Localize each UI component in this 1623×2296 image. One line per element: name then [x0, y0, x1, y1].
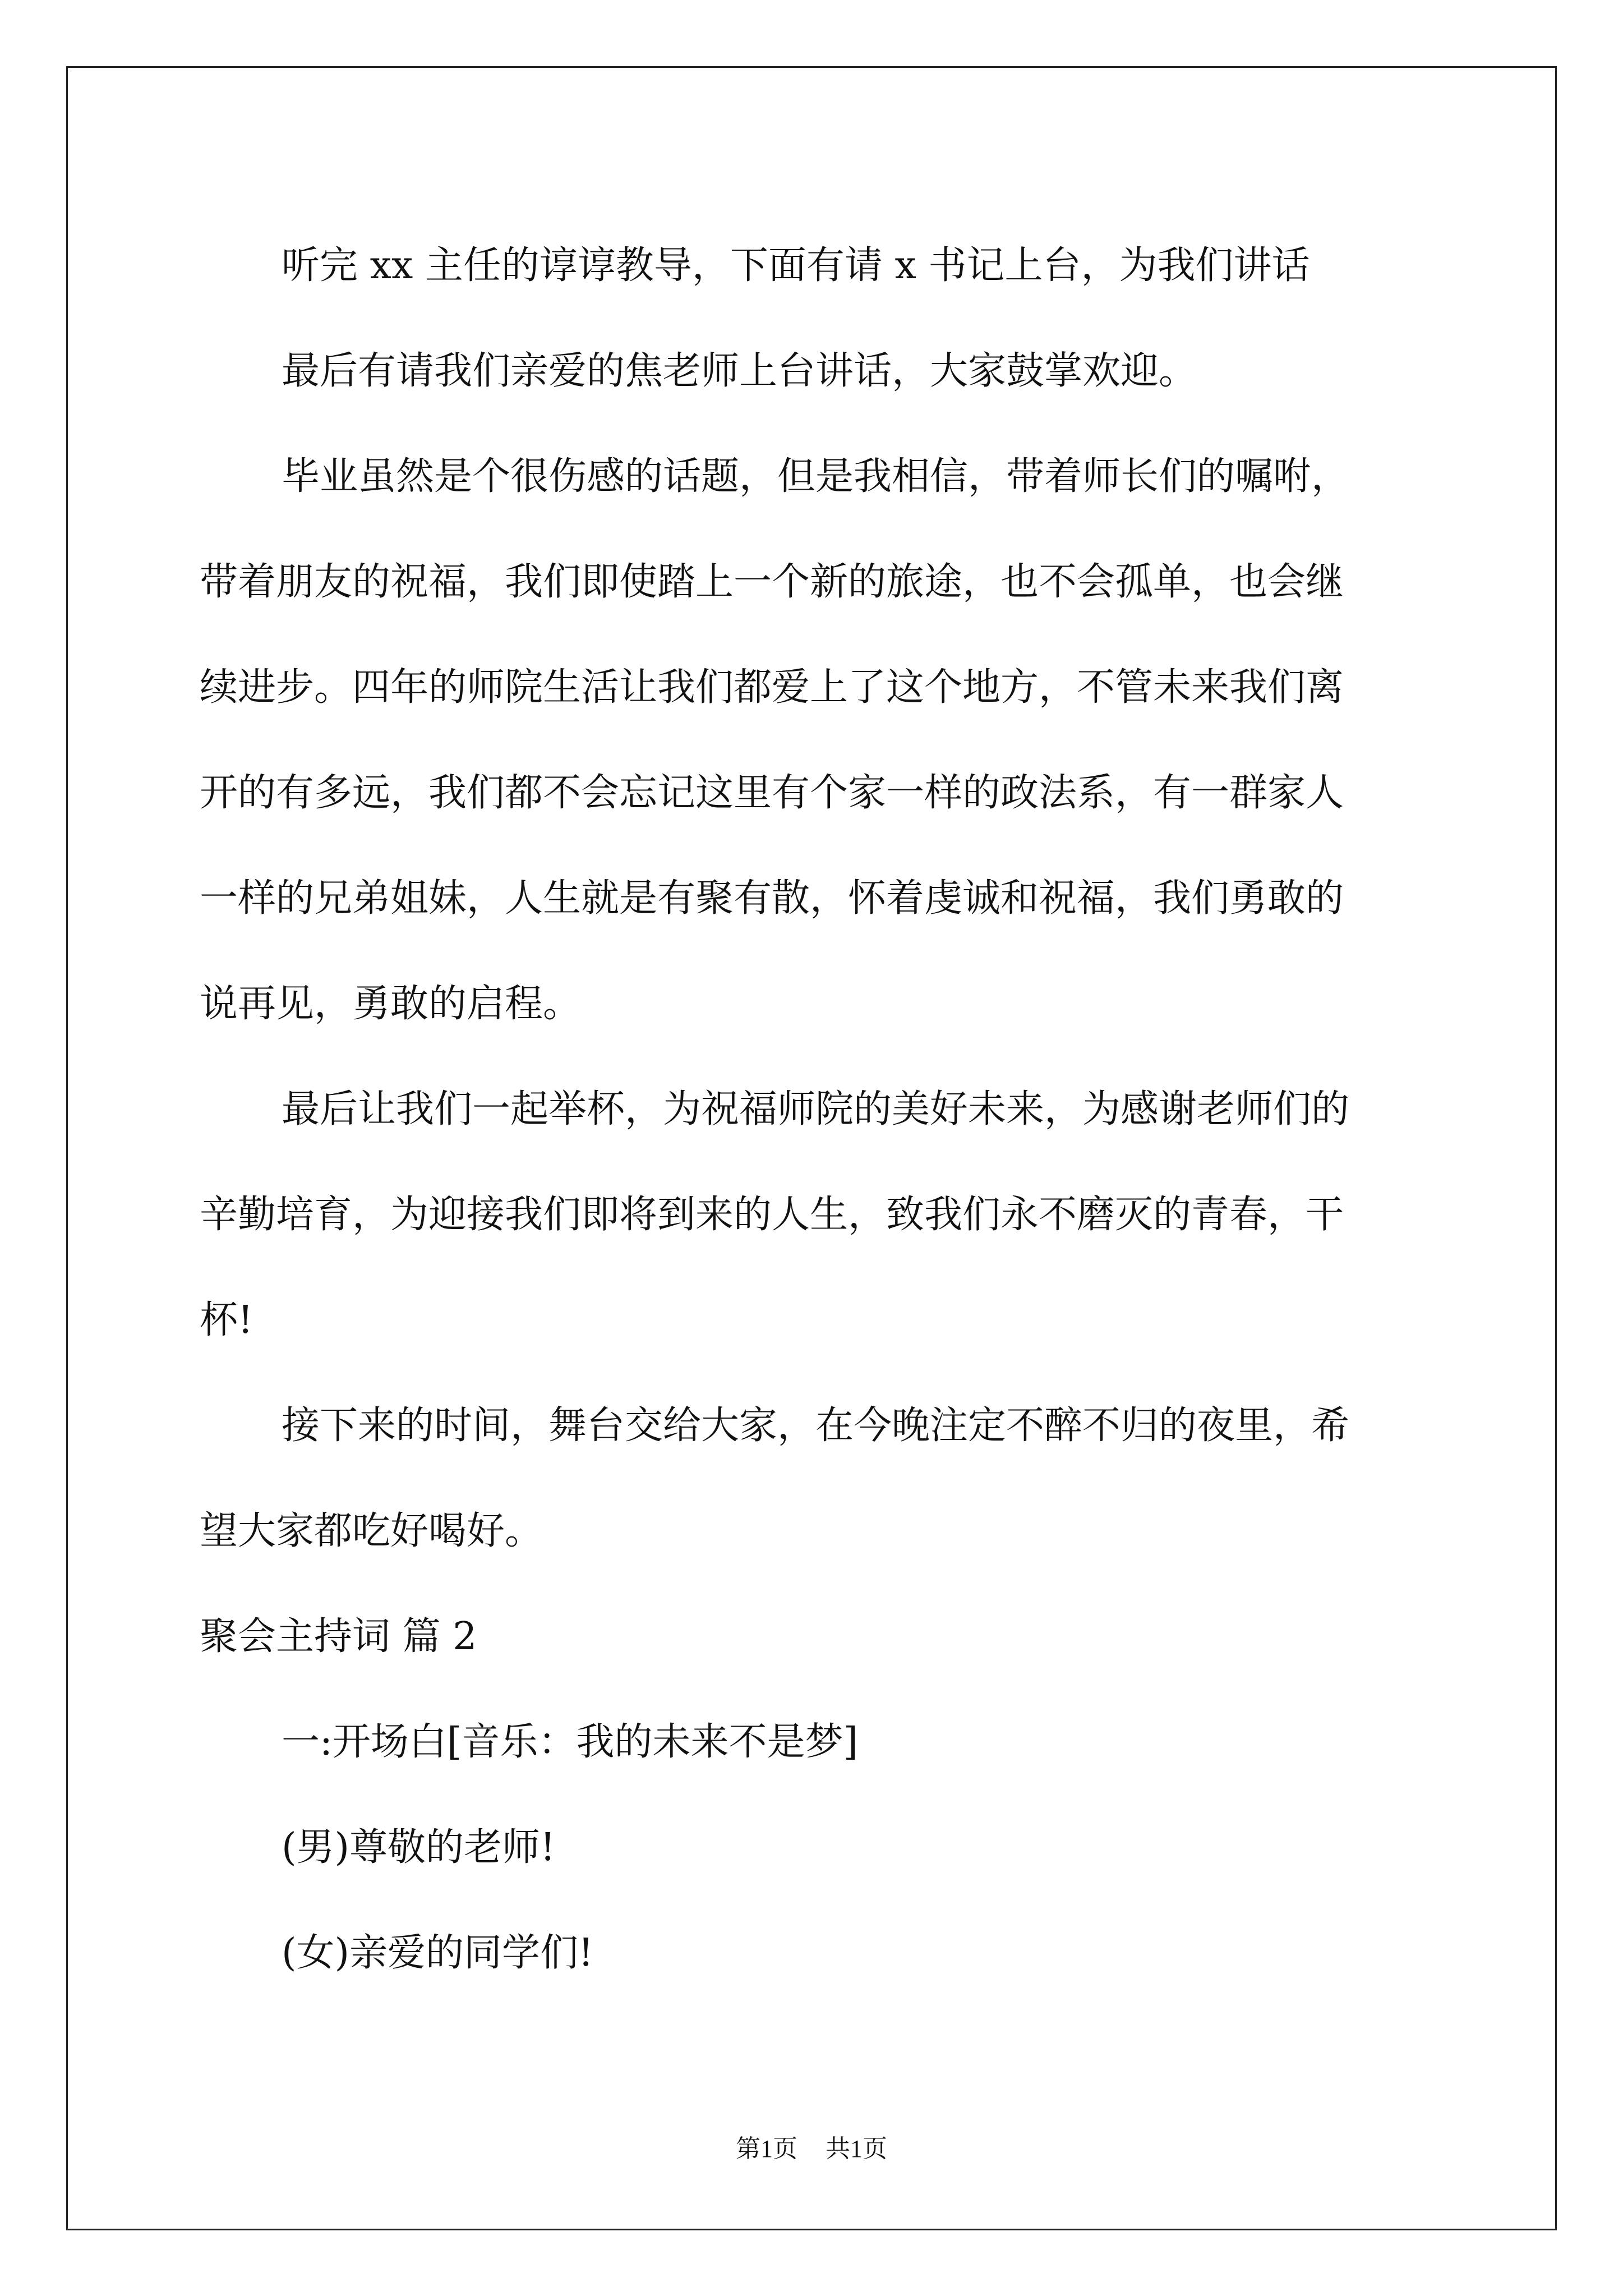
paragraph-line: 杯! [200, 1298, 253, 1342]
paragraph-line: 说再见，勇敢的启程。 [200, 982, 582, 1026]
paragraph-line: 望大家都吃好喝好。 [200, 1509, 543, 1553]
paragraph-line: 一样的兄弟姐妹，人生就是有聚有散，怀着虔诚和祝福，我们勇敢的 [200, 876, 1344, 921]
paragraph-line: 最后让我们一起举杯，为祝福师院的美好未来，为感谢老师们的 [282, 1087, 1350, 1131]
paragraph: (男)尊敬的老师! [282, 1825, 556, 1870]
paragraph: 最后有请我们亲爱的焦老师上台讲话，大家鼓掌欢迎。 [282, 349, 1197, 393]
page-number: 第1页 [736, 2135, 797, 2162]
section-heading: 聚会主持词 篇 2 [200, 1614, 477, 1659]
paragraph-line: 开的有多远，我们都不会忘记这里有个家一样的政法系，有一群家人 [200, 771, 1344, 815]
paragraph: 一:开场白[音乐：我的未来不是梦] [282, 1720, 858, 1764]
paragraph-line: 接下来的时间，舞台交给大家，在今晚注定不醉不归的夜里，希 [282, 1404, 1350, 1448]
paragraph [200, 1057, 1422, 1373]
paragraph-line: 毕业虽然是个很伤感的话题，但是我相信，带着师长们的嘱咐， [282, 454, 1350, 499]
paragraph: (女)亲爱的同学们! [282, 1931, 594, 1975]
paragraph-line: 辛勤培育，为迎接我们即将到来的人生，致我们永不磨灭的青春，干 [200, 1193, 1344, 1237]
page-total: 共1页 [826, 2135, 887, 2162]
paragraph [200, 1373, 1422, 1584]
paragraph-line: 带着朋友的祝福，我们即使踏上一个新的旅途，也不会孤单，也会继 [200, 560, 1344, 604]
paragraph [200, 424, 1422, 1057]
document-body [200, 213, 1422, 2006]
page-footer [0, 2128, 1623, 2164]
paragraph: 听完 xx 主任的谆谆教导，下面有请 x 书记上台，为我们讲话 [282, 243, 1310, 288]
paragraph-line: 续进步。四年的师院生活让我们都爱上了这个地方，不管未来我们离 [200, 665, 1344, 710]
